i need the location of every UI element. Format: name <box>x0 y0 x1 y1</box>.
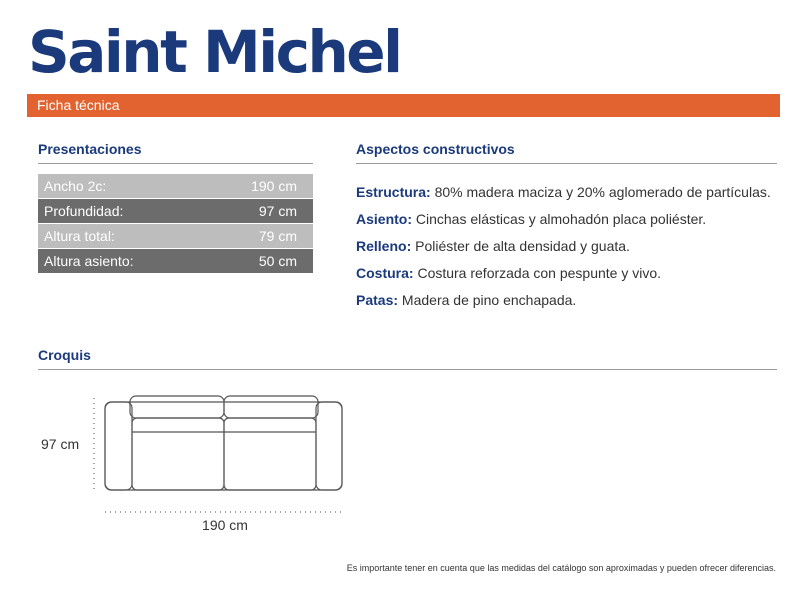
aspect-text: Poliéster de alta densidad y guata. <box>411 238 630 254</box>
sofa-back-cushion-left <box>130 396 224 418</box>
width-label: 190 cm <box>202 517 248 533</box>
presentaciones-divider <box>38 163 313 164</box>
sofa-seat-cushion-right <box>224 418 316 490</box>
sofa-seat-cushion-left <box>132 418 224 490</box>
croquis-heading: Croquis <box>38 347 91 363</box>
aspect-label: Relleno: <box>356 238 412 254</box>
spec-label: Ancho 2c: <box>44 178 107 194</box>
aspect-label: Patas: <box>356 292 399 308</box>
aspect-label: Asiento: <box>356 211 412 227</box>
spec-label: Profundidad: <box>44 203 124 219</box>
measurements-disclaimer: Es importante tener en cuenta que las medidas del catálogo son aproximadas y pueden ofrecer diferencias. <box>346 563 776 573</box>
aspect-label: Costura: <box>356 265 414 281</box>
product-title: Saint Michel <box>28 18 401 86</box>
aspect-item-relleno <box>356 236 786 256</box>
aspect-text: Cinchas elásticas y almohadón placa poliéster. <box>412 211 707 227</box>
sofa-top-view-drawing <box>105 396 342 490</box>
aspectos-divider <box>356 163 777 164</box>
sofa-right-arm <box>316 402 342 490</box>
spec-value: 190 cm <box>251 178 297 194</box>
depth-label: 97 cm <box>41 436 80 452</box>
spec-label: Altura total: <box>44 228 115 244</box>
spec-row-ancho <box>38 174 313 199</box>
aspect-text: Madera de pino enchapada. <box>398 292 577 308</box>
presentaciones-heading: Presentaciones <box>38 141 142 157</box>
aspectos-list <box>356 182 786 317</box>
spec-value: 79 cm <box>258 228 297 244</box>
spec-value: 50 cm <box>258 253 297 269</box>
aspectos-heading: Aspectos constructivos <box>356 141 515 157</box>
spec-value: 97 cm <box>258 203 297 219</box>
aspect-label: Estructura: <box>356 184 431 200</box>
spec-label: Altura asiento: <box>44 253 134 269</box>
spec-row-altura-asiento <box>38 249 313 274</box>
ficha-tecnica-banner <box>27 94 780 117</box>
sofa-back-cushion-right <box>224 396 318 418</box>
presentaciones-table <box>38 174 313 274</box>
aspect-item-patas <box>356 290 786 310</box>
sofa-sketch <box>38 390 358 550</box>
sofa-left-arm <box>105 402 132 490</box>
croquis-divider <box>38 369 777 370</box>
aspect-text: 80% madera maciza y 20% aglomerado de partículas. <box>430 184 771 200</box>
aspect-item-costura <box>356 263 786 283</box>
ficha-tecnica-label: Ficha técnica <box>37 97 120 113</box>
spec-row-profundidad <box>38 199 313 224</box>
spec-row-altura-total <box>38 224 313 249</box>
aspect-item-asiento <box>356 209 786 229</box>
aspect-text: Costura reforzada con pespunte y vivo. <box>413 265 662 281</box>
aspect-item-estructura <box>356 182 786 202</box>
